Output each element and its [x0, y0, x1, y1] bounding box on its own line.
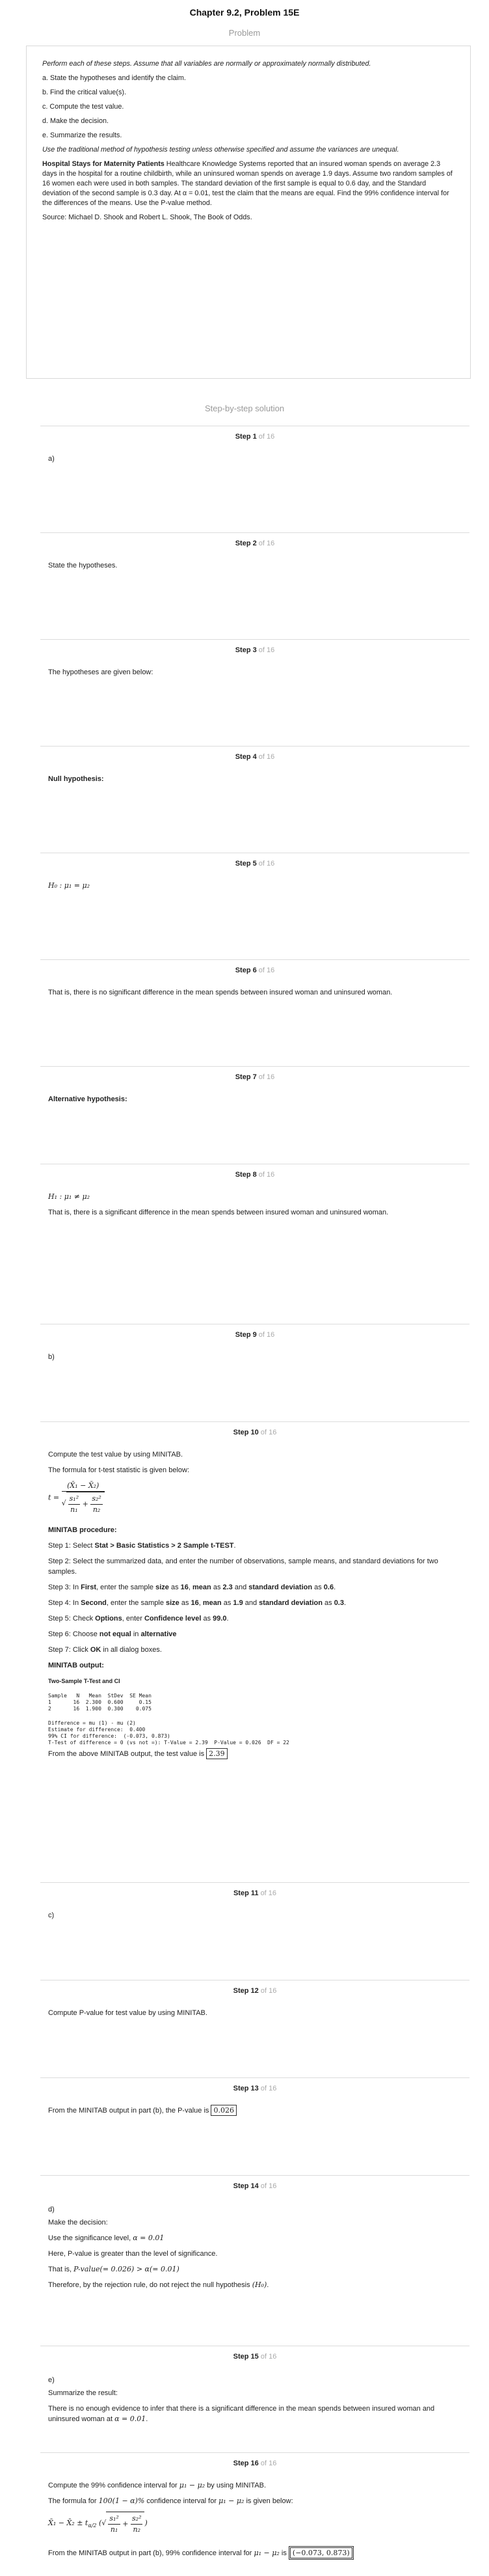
problem-item-a: a. State the hypotheses and identify the claim. [42, 74, 186, 82]
p-value-result: From the MINITAB output in part (b), the P-value is 0.026 [48, 2105, 462, 2116]
problem-body-title: Hospital Stays for Maternity Patients [42, 160, 165, 168]
step-card [40, 532, 469, 639]
procedure-title: MINITAB procedure: [48, 1526, 117, 1534]
step-card [40, 1066, 469, 1164]
step-header: Step 10 of 16 [233, 1429, 277, 1436]
procedure-step-3: Step 3: In First, enter the sample size as 16, mean as 2.3 and standard deviation as 0.6. [48, 1583, 336, 1591]
step-card [40, 1980, 469, 2077]
step-header: Step 6 of 16 [235, 966, 275, 974]
test-value: 2.39 [206, 1748, 228, 1759]
output-subtitle: Two-Sample T-Test and CI [48, 1678, 120, 1684]
step-text: Alternative hypothesis: [48, 1095, 127, 1103]
test-value-result: From the above MINITAB output, the test value is 2.39 [48, 1749, 462, 1759]
step-text: Here, P-value is greater than the level of significance. [48, 2250, 218, 2258]
procedure-step-5: Step 5: Check Options, enter Confidence level as 99.0. [48, 1615, 229, 1623]
step-text: Make the decision: [48, 2219, 108, 2227]
step-text: Null hypothesis: [48, 775, 104, 783]
ci-formula-intro: The formula for 100(1 − α)% confidence interval for μ₁ − μ₂ is given below: [48, 2497, 293, 2505]
output-stats: Difference = mu (1) - mu (2) Estimate for difference: 0.400 99% CI for difference: (-0.073, 0.873) T-Test of difference = 0 (vs not =): T-Value = 2.39 P-Value = 0.026 DF = 22 [48, 1720, 289, 1746]
step-card [40, 426, 469, 532]
step-text: That is, there is a significant difference in the mean spends between insured woman and uninsured woman. [48, 1209, 389, 1216]
problem-method-note: Use the traditional method of hypothesis testing unless otherwise specified and assume the variances are unequal. [42, 146, 399, 154]
part-label: d) [48, 2206, 55, 2213]
step-header: Step 15 of 16 [233, 2353, 277, 2361]
procedure-step-7: Step 7: Click OK in all dialog boxes. [48, 1646, 162, 1654]
confidence-interval-value: (−0.073, 0.873) [289, 2546, 354, 2560]
step-card [40, 1421, 469, 1882]
step-header: Step 11 of 16 [233, 1889, 277, 1897]
ci-result: From the MINITAB output in part (b), 99% confidence interval for μ₁ − μ₂ is (−0.073, 0.873) [48, 2548, 462, 2558]
step-text: Summarize the result: [48, 2389, 118, 2397]
step-text: a) [48, 455, 55, 463]
procedure-step-6: Step 6: Choose not equal in alternative [48, 1630, 177, 1638]
output-title: MINITAB output: [48, 1662, 104, 1669]
step-card [40, 1882, 469, 1980]
step-text: That is, there is no significant difference in the mean spends between insured woman and uninsured woman. [48, 989, 393, 996]
step-card [40, 1324, 469, 1421]
step-header: Step 5 of 16 [235, 860, 275, 868]
step-card [40, 1164, 469, 1324]
significance-line: Use the significance level, α = 0.01 [48, 2234, 165, 2242]
problem-item-d: d. Make the decision. [42, 117, 109, 125]
confidence-interval-formula: X̄₁ − X̄₂ ± $t_{\alpha/2}$ (√ $\frac{\text{s₁²}}{\text{n₁}}$ + $\frac{\text{s₂²}}{\text{n₂}}$ ) [48, 2512, 462, 2542]
problem-body [42, 159, 455, 208]
step-card [40, 2077, 469, 2175]
decision-line: Therefore, by the rejection rule, do not reject the null hypothesis (H₀). [48, 2281, 269, 2289]
step-card [40, 2346, 469, 2452]
step-card [40, 2175, 469, 2346]
step-text: Compute the test value by using MINITAB. [48, 1451, 183, 1459]
step-header: Step 12 of 16 [233, 1987, 277, 1995]
step-header: Step 13 of 16 [233, 2085, 277, 2092]
step-text: The hypotheses are given below: [48, 668, 153, 676]
comparison-line: That is, P-value(= 0.026) > α(= 0.01) [48, 2265, 179, 2273]
step-header: Step 16 of 16 [233, 2460, 277, 2467]
step-card [40, 639, 469, 746]
problem-section-label: Problem [228, 28, 261, 38]
procedure-step-2: Step 2: Select the summarized data, and enter the number of observations, sample means, and standard deviations for two samples. [48, 1557, 438, 1576]
t-statistic-formula: t = (X̄₁ − X̄₂) √ $\frac{\text{s₁²}}{\text{n₁}}$ + $\frac{\text{s₂²}}{\text{n₂}}$ [48, 1481, 462, 1518]
step-header: Step 14 of 16 [233, 2182, 277, 2190]
problem-item-e: e. Summarize the results. [42, 131, 122, 139]
null-hypothesis-formula: H₀ : μ₁ = μ₂ [48, 881, 90, 890]
step-card [40, 959, 469, 1066]
step-card [40, 2452, 469, 2576]
solution-steps [0, 426, 489, 2576]
step-text: Compute P-value for test value by using MINITAB. [48, 2009, 207, 2017]
step-header: Step 1 of 16 [235, 433, 275, 441]
problem-statement [26, 46, 471, 379]
step-card [40, 746, 469, 853]
output-table: Sample N Mean StDev SE Mean 1 16 2.300 0.600 0.15 2 16 1.900 0.300 0.075 [48, 1693, 152, 1712]
step-header: Step 7 of 16 [235, 1073, 275, 1081]
chapter-title: Chapter 9.2, Problem 15E [189, 7, 300, 18]
problem-item-b: b. Find the critical value(s). [42, 89, 127, 96]
step-text: b) [48, 1353, 55, 1361]
problem-body-text: Healthcare Knowledge Systems reported that an insured woman spends on average 2.3 days in the hospital for a routine childbirth, while an uninsured woman spends on average 1.9 days. Assume two random samples of 16 women each were used in both samples. The standard deviation of the first sample is equal to 0.6 day, and the Standard deviation of the second sample is 0.3 day. At α = 0.01, test the claim that the means are equal. Find the 99% confidence interval for the differences of the means. Use the P-value method. [42, 160, 453, 207]
step-header: Step 8 of 16 [235, 1171, 275, 1179]
part-label: e) [48, 2376, 55, 2384]
solution-section-label: Step-by-step solution [204, 404, 285, 413]
step-header: Step 4 of 16 [235, 753, 275, 761]
step-card [40, 853, 469, 959]
formula-intro: The formula for t-test statistic is given below: [48, 1466, 190, 1474]
step-header: Step 2 of 16 [235, 540, 275, 547]
procedure-step-1: Step 1: Select Stat > Basic Statistics > 2 Sample t-TEST. [48, 1542, 236, 1550]
ci-intro-line: Compute the 99% confidence interval for μ₁ − μ₂ by using MINITAB. [48, 2481, 267, 2489]
step-text: State the hypotheses. [48, 562, 118, 569]
summary-line: There is no enough evidence to infer that there is a significant difference in the mean spends between insured woman and uninsured woman at α = 0.01. [48, 2405, 435, 2423]
step-header: Step 3 of 16 [235, 646, 275, 654]
p-value: 0.026 [211, 2105, 237, 2116]
problem-item-c: c. Compute the test value. [42, 103, 124, 111]
alt-hypothesis-formula: H₁ : μ₁ ≠ μ₂ [48, 1192, 90, 1201]
problem-intro: Perform each of these steps. Assume that all variables are normally or approximately normally distributed. [42, 60, 371, 68]
procedure-step-4: Step 4: In Second, enter the sample size as 16, mean as 1.9 and standard deviation as 0.3. [48, 1599, 347, 1607]
step-header: Step 9 of 16 [235, 1331, 275, 1339]
step-text: c) [48, 1911, 55, 1919]
problem-source: Source: Michael D. Shook and Robert L. Shook, The Book of Odds. [42, 213, 252, 221]
